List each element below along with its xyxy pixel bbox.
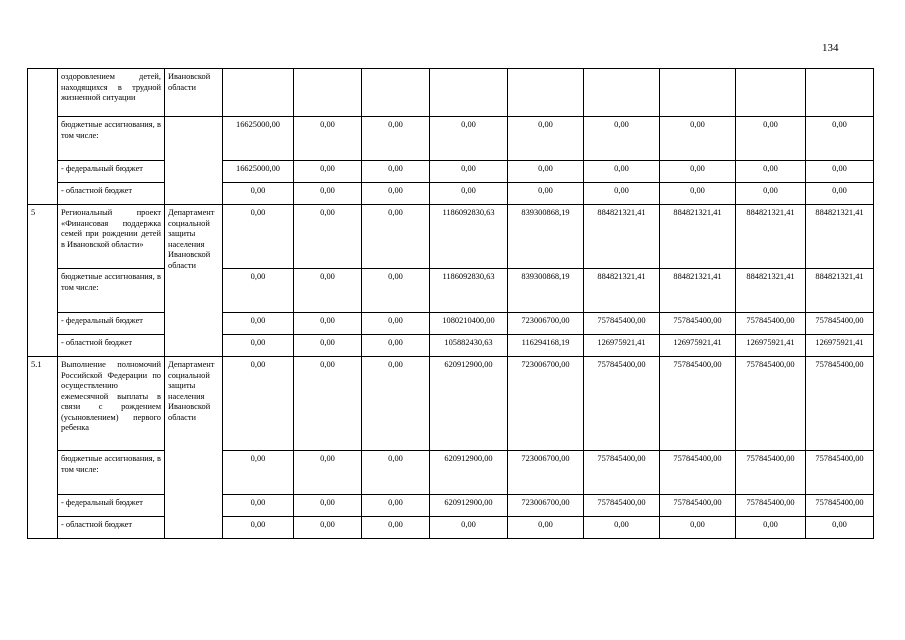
value-cell: 757845400,00 [660,451,736,495]
row-name-cell: бюджетные ассигнования, в том числе: [58,117,165,161]
value-cell: 757845400,00 [584,313,660,335]
value-cell [660,69,736,117]
budget-table [27,68,874,539]
value-cell: 0,00 [362,161,430,183]
value-cell: 723006700,00 [508,313,584,335]
value-cell: 16625000,00 [223,117,294,161]
value-cell: 0,00 [362,117,430,161]
value-cell: 0,00 [294,313,362,335]
row-name-cell: Региональный проект «Финансовая поддержка семей при рождении детей в Ивановской области» [58,205,165,269]
value-cell: 884821321,41 [736,269,806,313]
value-cell: 0,00 [362,451,430,495]
value-cell [806,69,874,117]
value-cell: 757845400,00 [806,357,874,451]
value-cell: 723006700,00 [508,495,584,517]
value-cell: 0,00 [362,183,430,205]
value-cell: 0,00 [294,495,362,517]
value-cell: 884821321,41 [584,269,660,313]
value-cell: 0,00 [294,517,362,539]
value-cell: 757845400,00 [660,357,736,451]
table-row [28,335,874,357]
value-cell: 0,00 [736,517,806,539]
value-cell: 0,00 [362,517,430,539]
value-cell: 0,00 [223,495,294,517]
value-cell: 0,00 [584,517,660,539]
row-name-cell: бюджетные ассигнования, в том числе: [58,269,165,313]
value-cell: 0,00 [508,161,584,183]
value-cell: 0,00 [806,183,874,205]
value-cell: 839300868,19 [508,205,584,269]
value-cell [362,69,430,117]
value-cell: 723006700,00 [508,357,584,451]
executor-cell: Департамент социальной защиты населения Ивановской области [165,205,223,357]
row-index-cell [28,69,58,205]
value-cell: 839300868,19 [508,269,584,313]
row-name-cell: - федеральный бюджет [58,313,165,335]
value-cell: 0,00 [362,357,430,451]
table-row [28,269,874,313]
value-cell: 0,00 [660,161,736,183]
value-cell: 0,00 [294,161,362,183]
executor-cell [165,117,223,205]
value-cell: 1186092830,63 [430,205,508,269]
value-cell: 757845400,00 [806,313,874,335]
value-cell: 0,00 [508,517,584,539]
value-cell: 0,00 [584,161,660,183]
row-name-cell: - федеральный бюджет [58,161,165,183]
value-cell: 0,00 [508,183,584,205]
page-number: 134 [822,42,839,54]
value-cell: 0,00 [362,269,430,313]
value-cell: 0,00 [736,161,806,183]
value-cell: 0,00 [430,517,508,539]
table-row [28,69,874,117]
value-cell: 0,00 [806,117,874,161]
value-cell: 0,00 [223,451,294,495]
value-cell: 126975921,41 [806,335,874,357]
value-cell: 0,00 [223,357,294,451]
value-cell: 757845400,00 [806,451,874,495]
value-cell: 0,00 [584,183,660,205]
value-cell: 0,00 [660,517,736,539]
value-cell: 0,00 [362,335,430,357]
row-index-cell: 5.1 [28,357,58,539]
value-cell: 116294168,19 [508,335,584,357]
table-row [28,517,874,539]
value-cell: 620912900,00 [430,495,508,517]
value-cell: 884821321,41 [806,205,874,269]
value-cell: 884821321,41 [660,205,736,269]
executor-cell: Ивановской области [165,69,223,117]
row-name-cell: - областной бюджет [58,335,165,357]
value-cell: 0,00 [584,117,660,161]
value-cell: 0,00 [430,183,508,205]
value-cell: 723006700,00 [508,451,584,495]
value-cell: 757845400,00 [660,495,736,517]
value-cell: 0,00 [294,117,362,161]
value-cell: 0,00 [660,117,736,161]
row-name-cell: бюджетные ассигнования, в том числе: [58,451,165,495]
table-row [28,117,874,161]
table-row [28,205,874,269]
value-cell: 0,00 [223,335,294,357]
value-cell: 126975921,41 [736,335,806,357]
value-cell: 0,00 [660,183,736,205]
value-cell: 757845400,00 [660,313,736,335]
executor-cell: Департамент социальной защиты населения Ивановской области [165,357,223,539]
value-cell: 0,00 [736,117,806,161]
table-row [28,161,874,183]
value-cell: 884821321,41 [806,269,874,313]
table-row [28,183,874,205]
value-cell: 126975921,41 [584,335,660,357]
value-cell: 884821321,41 [660,269,736,313]
value-cell [430,69,508,117]
value-cell: 0,00 [223,269,294,313]
value-cell: 0,00 [294,357,362,451]
value-cell: 0,00 [294,451,362,495]
table-row [28,495,874,517]
value-cell: 0,00 [430,161,508,183]
value-cell: 126975921,41 [660,335,736,357]
value-cell: 757845400,00 [584,451,660,495]
value-cell: 0,00 [294,183,362,205]
row-name-cell: оздоровлением детей, находящихся в трудной жизненной ситуации [58,69,165,117]
value-cell: 0,00 [294,335,362,357]
value-cell [294,69,362,117]
value-cell: 620912900,00 [430,451,508,495]
value-cell: 757845400,00 [736,451,806,495]
row-name-cell: - областной бюджет [58,517,165,539]
value-cell: 757845400,00 [584,495,660,517]
row-name-cell: - федеральный бюджет [58,495,165,517]
value-cell: 0,00 [736,183,806,205]
value-cell [584,69,660,117]
value-cell: 0,00 [223,183,294,205]
value-cell: 0,00 [362,313,430,335]
value-cell [736,69,806,117]
table-row [28,313,874,335]
value-cell: 757845400,00 [736,357,806,451]
value-cell: 0,00 [430,117,508,161]
value-cell: 0,00 [806,161,874,183]
table-row [28,357,874,451]
value-cell: 1080210400,00 [430,313,508,335]
value-cell: 0,00 [508,117,584,161]
value-cell: 0,00 [223,517,294,539]
row-index-cell: 5 [28,205,58,357]
row-name-cell: Выполнение полномочий Российской Федерации по осуществлению ежемесячной выплаты в связи с рождением (усыновлением) первого ребенка [58,357,165,451]
value-cell: 0,00 [294,205,362,269]
value-cell: 757845400,00 [736,313,806,335]
row-name-cell: - областной бюджет [58,183,165,205]
value-cell: 757845400,00 [584,357,660,451]
value-cell: 16625000,00 [223,161,294,183]
table-row [28,451,874,495]
value-cell: 884821321,41 [584,205,660,269]
value-cell: 0,00 [223,313,294,335]
value-cell [223,69,294,117]
value-cell: 757845400,00 [736,495,806,517]
value-cell: 0,00 [223,205,294,269]
value-cell: 1186092830,63 [430,269,508,313]
value-cell [508,69,584,117]
value-cell: 0,00 [294,269,362,313]
value-cell: 757845400,00 [806,495,874,517]
value-cell: 884821321,41 [736,205,806,269]
value-cell: 105882430,63 [430,335,508,357]
value-cell: 0,00 [362,495,430,517]
value-cell: 0,00 [362,205,430,269]
value-cell: 620912900,00 [430,357,508,451]
value-cell: 0,00 [806,517,874,539]
